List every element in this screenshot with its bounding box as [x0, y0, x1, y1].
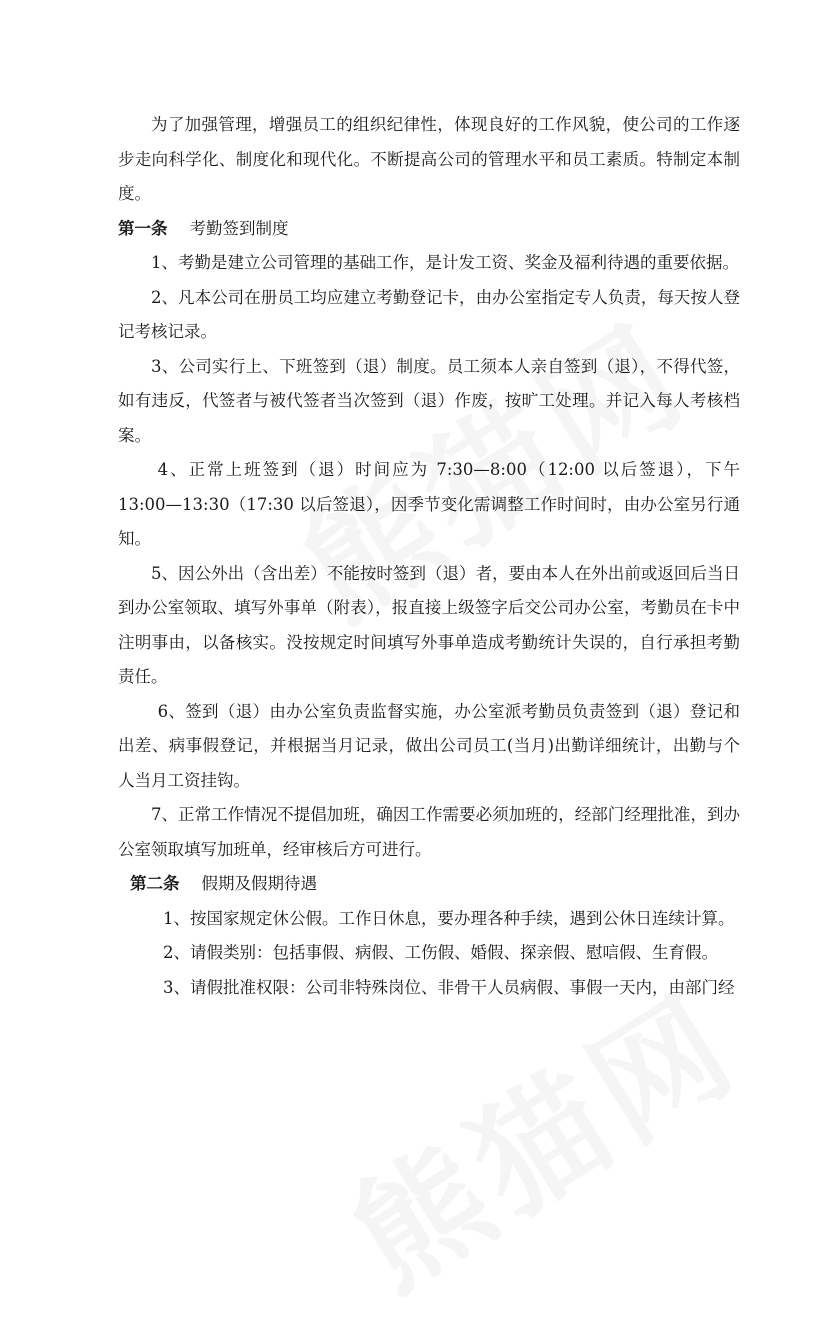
- list-item: 1、按国家规定休公假。工作日休息，要办理各种手续，遇到公休日连续计算。: [163, 908, 735, 928]
- list-item: 7、正常工作情况不提倡加班，确因工作需要必须加班的，经部门经理批准，到办公室领取填写加班单，经审核后方可进行。: [118, 805, 740, 859]
- intro-paragraph: 为了加强管理，增强员工的组织纪律性，体现良好的工作风貌，使公司的工作逐步走向科学化、制度化和现代化。不断提高公司的管理水平和员工素质。特制定本制度。: [118, 115, 740, 203]
- section-number: 第一条: [118, 218, 168, 238]
- list-item: 2、请假类别：包括事假、病假、工伤假、婚假、探亲假、慰唁假、生育假。: [163, 943, 718, 962]
- list-item: 1、考勤是建立公司管理的基础工作，是计发工资、奖金及福利待遇的重要依据。: [151, 253, 739, 272]
- section-title: 假期及假期待遇: [201, 874, 317, 893]
- section-heading: [118, 867, 740, 902]
- list-item: 2、凡本公司在册员工均应建立考勤登记卡，由办公室指定专人负责，每天按人登记考核记录。: [118, 287, 740, 341]
- section-heading: [118, 212, 740, 247]
- list-item: 3、公司实行上、下班签到（退）制度。员工须本人亲自签到（退），不得代签，如有违反，代签者与被代签者当次签到（退）作废，按旷工处理。并记入每人考核档案。: [118, 356, 740, 445]
- section-number: 第二条: [130, 874, 180, 893]
- list-item: 4、正常上班签到（退）时间应为 7:30—8:00（12:00 以后签退），下午 13:00—13:30（17:30 以后签退），因季节变化需调整工作时间时，由办公室另行通知。: [118, 460, 740, 548]
- list-item: 5、因公外出（含出差）不能按时签到（退）者，要由本人在外出前或返回后当日到办公室领取、填写外事单（附表），报直接上级签字后交公司办公室，考勤员在卡中注明事由，以备核实。没按规定时间填写外事单造成考勤统计失误的，自行承担考勤责任。: [118, 563, 740, 686]
- document-body: [118, 108, 740, 1005]
- list-item: 3、请假批准权限：公司非特殊岗位、非骨干人员病假、事假一天内，由部门经: [163, 977, 735, 997]
- list-item: 6、签到（退）由办公室负责监督实施，办公室派考勤员负责签到（退）登记和出差、病事假登记，并根据当月记录，做出公司员工(当月)出勤详细统计，出勤与个人当月工资挂钩。: [118, 701, 740, 790]
- section-title: 考勤签到制度: [189, 218, 289, 238]
